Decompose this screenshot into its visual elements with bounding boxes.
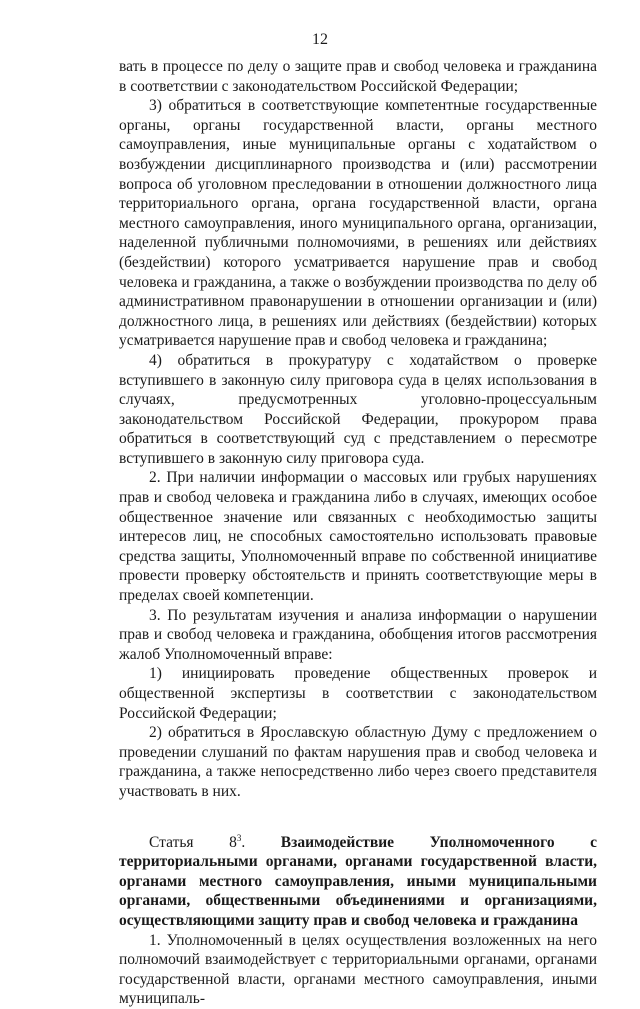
paragraph-item-3: 3) обратиться в соответствующие компетентные государственные органы, органы государственной власти, органы местного самоуправления, иные муниципальные органы с ходатайством о возбуждении дисциплинарного производства и (или) рассмотрении вопроса об уголовном преследовании в отношении должностного лица территориального органа, органа государственной власти, органа местного самоуправления, иного муниципального органа, организации, наделенной публичными полномочиями, в решениях или действиях (бездействии) которого усматривается нарушение прав и свобод человека и гражданина, а также о возбуждении производства по делу об административном правонарушении в отношении организации и (или) должностного лица, в решениях или действиях (бездействии) которых усматривается нарушение прав и свобод человека и гражданина;: [119, 97, 597, 350]
article-superscript: 3: [236, 832, 242, 843]
article-heading: [119, 833, 597, 931]
document-body: [119, 57, 597, 1009]
paragraph-part-3: 3. По результатам изучения и анализа информации о нарушении прав и свобод человека и гражданина, обобщения итогов рассмотрения жалоб Уполномоченный вправе:: [119, 606, 597, 663]
page-number: 12: [312, 31, 328, 48]
paragraph-part-3-item-1: 1) инициировать проведение общественных проверок и общественной экспертизы в соответствии с законодательством Российской Федерации;: [119, 665, 597, 722]
article-title: Взаимодействие Уполномоченного с территориальными органами, органами государственной власти, органами местного самоуправления, иными муниципальными органами, общественными объединениями и организациями, осуществляющими защиту прав и свобод человека и гражданина: [119, 833, 598, 929]
paragraph-continuation: вать в процессе по делу о защите прав и свобод человека и гражданина в соответствии с законодательством Российской Федерации;: [119, 58, 597, 95]
article-separator: .: [241, 833, 246, 851]
paragraph-part-3-item-2: 2) обратиться в Ярославскую областную Думу с предложением о проведении слушаний по фактам нарушения прав и свобод человека и гражданина, а также непосредственно либо через своего представителя участвовать в них.: [119, 724, 597, 800]
paragraph-item-4: 4) обратиться в прокуратуру с ходатайством о проверке вступившего в законную силу приговора суда в целях использования в случаях, предусмотренных уголовно-процессуальным законодательством Российской Федерации, прокурором права обратиться в соответствующий суд с представлением о пересмотре вступившего в законную силу приговора суда.: [119, 351, 597, 467]
paragraph-article-part-1: 1. Уполномоченный в целях осуществления возложенных на него полномочий взаимодействует с территориальными органами, органами государственной власти, органами местного самоуправления, иными муниципаль-: [119, 931, 597, 1008]
article-label: Статья 8: [149, 833, 237, 851]
paragraph-part-2: 2. При наличии информации о массовых или грубых нарушениях прав и свобод человека и гражданина либо в случаях, имеющих особое общественное значение или связанных с необходимостью защиты интересов лиц, не способных самостоятельно использовать правовые средства защиты, Уполномоченный вправе по собственной инициативе провести проверку обстоятельств и принять соответствующие меры в пределах своей компетенции.: [119, 469, 597, 605]
